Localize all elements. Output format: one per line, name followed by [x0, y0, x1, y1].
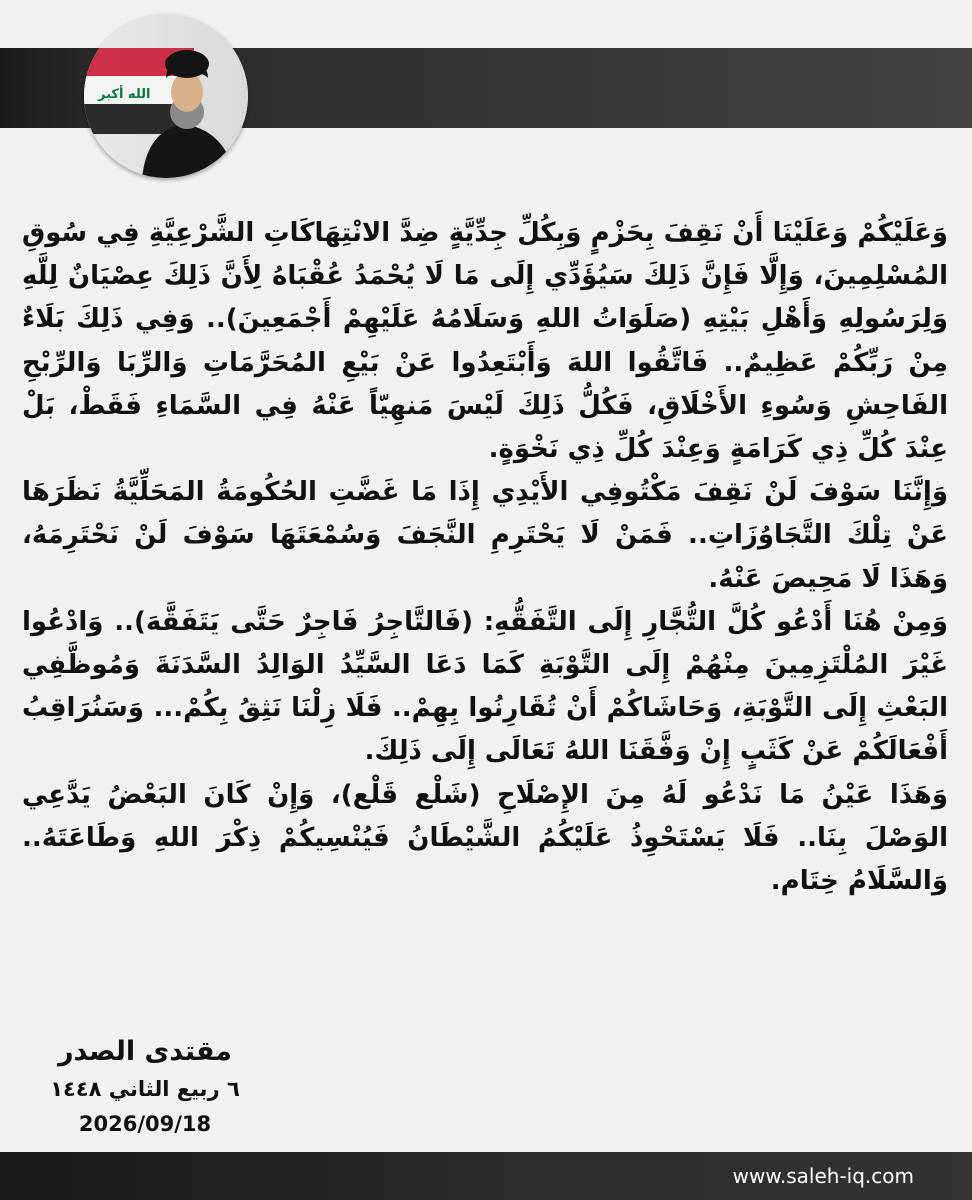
signature-block: [20, 1032, 270, 1142]
paragraph: وَهَذَا عَيْنُ مَا نَدْعُو لَهُ مِنَ الإِصْلَاحِ (شَلْع قَلْع)، وَإِنْ كَانَ البَعْضُ يَدَّعِي الوَصْلَ بِنَا.. فَلَا يَسْتَحْوِذُ عَلَيْكُمُ الشَّيْطَانُ فَيُنْسِيكُمْ ذِكْرَ اللهِ وَطَاعَتَهُ.. وَالسَّلَامُ خِتَام.: [22, 779, 948, 897]
website-link[interactable]: www.saleh-iq.com: [732, 1164, 914, 1188]
paragraph: وَعَلَيْكُمْ وَعَلَيْنَا أَنْ نَقِفَ بِحَزْمٍ وَبِكُلِّ جِدِّيَّةٍ ضِدَّ الانْتِهَاكَاتِ الشَّرْعِيَّةِ فِي سُوقِ المُسْلِمِينَ، وَإِلَّا فَإِنَّ ذَلِكَ سَيُؤَدِّي إِلَى مَا لَا يُحْمَدُ عُقْبَاهُ لِأَنَّ ذَلِكَ عِصْيَانٌ لِلَّهِ وَلِرَسُولِهِ وَأَهْلِ بَيْتِهِ (صَلَوَاتُ اللهِ وَسَلَامُهُ عَلَيْهِمْ أَجْمَعِينَ).. وَفِي ذَلِكَ بَلَاءٌ مِنْ رَبِّكُمْ عَظِيمٌ.. فَاتَّقُوا اللهَ وَأَبْتَعِدُوا عَنْ بَيْعِ المُحَرَّمَاتِ وَالرِّبَا وَالرِّبْحِ الفَاحِشِ وَسُوءِ الأَخْلَاقِ، فَكُلُّ ذَلِكَ لَيْسَ مَنهِيّاً عَنْهُ فِي السَّمَاءِ فَقَطْ، بَلْ عِنْدَ كُلِّ ذِي كَرَامَةٍ وَعِنْدَ كُلِّ ذِي نَخْوَةٍ.: [22, 218, 948, 465]
avatar: [84, 14, 248, 178]
portrait-image: [84, 14, 248, 178]
statement-body: [22, 212, 948, 903]
paragraph: وَمِنْ هُنَا أَدْعُو كُلَّ التُّجَّارِ إِلَى التَّفَقُّهِ: (فَالتَّاجِرُ فَاجِرٌ حَتَّى يَتَفَقَّهَ).. وَادْعُوا غَيْرَ المُلْتَزِمِينَ مِنْهُمْ إِلَى التَّوْبَةِ كَمَا دَعَا السَّيِّدُ الوَالِدُ السَّدَنَةَ وَمُوظَّفِي البَعْثِ إِلَى التَّوْبَةِ، وَحَاشَاكُمْ أَنْ تُقَارِنُوا بِهِمْ.. فَلَا زِلْنَا نَثِقُ بِكُمْ... وَسَنُرَاقِبُ أَفْعَالَكُمْ عَنْ كَثَبٍ إِنْ وَفَّقَنَا اللهُ تَعَالَى إِلَى ذَلِكَ.: [22, 606, 948, 767]
hijri-date: ٦ ربيع الثاني ١٤٤٨: [50, 1077, 240, 1101]
svg-text:الله أكبر: الله أكبر: [98, 87, 151, 102]
gregorian-date: 2026/09/18: [78, 1112, 212, 1136]
paragraph: وَإِنَّنَا سَوْفَ لَنْ نَقِفَ مَكْتُوفِي الأَيْدِي إِذَا مَا غَضَّتِ الحُكُومَةُ المَحَلِّيَّةُ نَظَرَهَا عَنْ تِلْكَ التَّجَاوُزَاتِ.. فَمَنْ لَا يَحْتَرِمِ النَّجَفَ وَسُمْعَتَهَا سَوْفَ لَنْ نَحْتَرِمَهُ، وَهَذَا لَا مَحِيصَ عَنْهُ.: [22, 477, 948, 594]
signature-name: مقتدى الصدر: [57, 1036, 233, 1067]
